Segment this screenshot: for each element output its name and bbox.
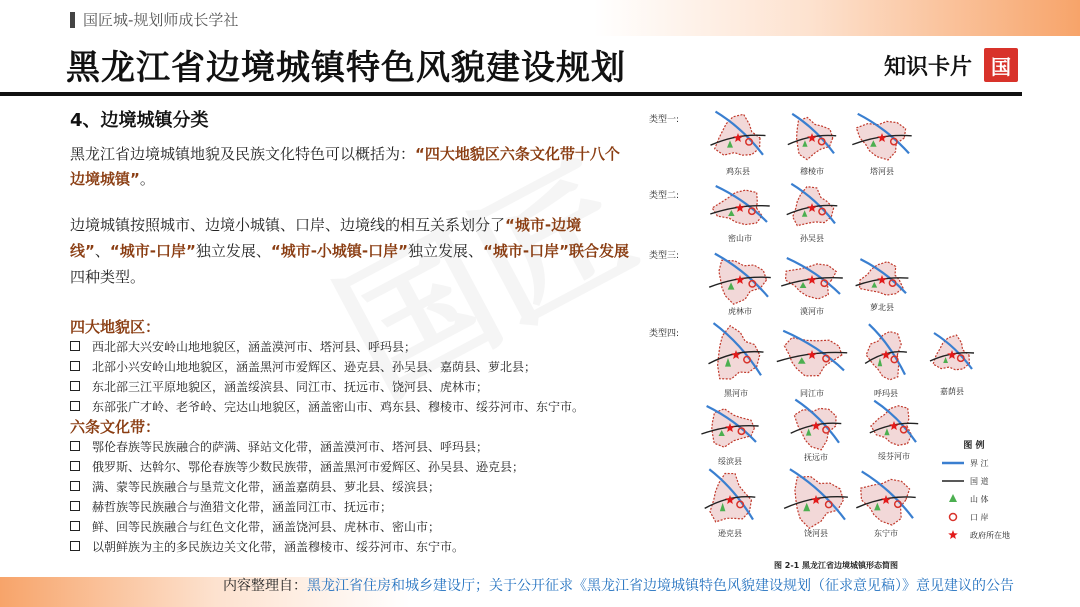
para-highlight-4: “城市-口岸”联合发展 (483, 242, 629, 260)
knowledge-card-badge (884, 48, 1018, 82)
checkbox-icon (70, 341, 80, 351)
checkbox-icon (70, 521, 80, 531)
legend-port-icon (950, 514, 957, 521)
legend-label: 政府所在地 (970, 531, 1010, 540)
list-item: 鲜、回等民族融合与红色文化带，涵盖饶河县、虎林市、密山市； (70, 516, 640, 536)
list-item: 东部张广才岭、老爷岭、完达山地貌区，涵盖密山市、鸡东县、穆棱市、绥芬河市、东宁市。 (70, 396, 640, 416)
type-label: 类型三: (648, 251, 680, 261)
town-label: 绥滨县 (718, 457, 742, 466)
town-label: 黑河市 (724, 389, 748, 398)
card-label: 知识卡片 (883, 54, 972, 80)
list-item: 北部小兴安岭山地地貌区，涵盖黑河市爱辉区、逊克县、孙吴县、嘉荫县、萝北县； (70, 356, 640, 376)
brand-text: 国匠城-规划师成长学社 (83, 11, 239, 29)
list-item: 以朝鲜族为主的多民族边关文化带，涵盖穆棱市、绥芬河市、东宁市。 (70, 536, 640, 556)
para-highlight-2: “城市-口岸” (109, 242, 196, 260)
logo-icon: 国 (984, 48, 1018, 82)
intro-paragraph (70, 142, 630, 192)
brand (70, 9, 238, 30)
page-title: 黑龙江省边境城镇特色风貌建设规划 (66, 48, 626, 88)
checkbox-icon (70, 441, 80, 451)
list-item: 西北部大兴安岭山地地貌区，涵盖漠河市、塔河县、呼玛县； (70, 336, 640, 356)
legend-label: 口 岸 (970, 513, 989, 522)
type-label: 类型二: (648, 191, 680, 201)
list-item: 满、蒙等民族融合与垦荒文化带，涵盖嘉荫县、萝北县、绥滨县； (70, 476, 640, 496)
town-label: 嘉荫县 (940, 387, 964, 396)
checkbox-icon (70, 381, 80, 391)
legend-label: 界 江 (970, 459, 989, 468)
section-heading: 4、边境城镇分类 (70, 110, 209, 131)
town-label: 抚远市 (804, 453, 828, 462)
town-label: 呼玛县 (874, 389, 898, 398)
checkbox-icon (70, 461, 80, 471)
town-label: 逊克县 (718, 529, 742, 538)
checkbox-icon (70, 541, 80, 551)
town-label: 虎林市 (728, 307, 752, 316)
classification-paragraph (70, 212, 635, 290)
type-label: 类型一: (648, 115, 680, 125)
town-outline (712, 409, 755, 448)
para-text-a: 边境城镇按照城市、边境小城镇、口岸、边境线的相互关系划分了 (70, 216, 506, 234)
town-label: 东宁市 (874, 529, 898, 538)
town-label: 绥芬河市 (878, 452, 910, 461)
para-text-d: 独立发展、 (408, 242, 484, 260)
border-town-form-diagram (646, 108, 1024, 578)
landforms-heading: 四大地貌区： (70, 318, 161, 336)
para-text-c: 独立发展、 (195, 242, 271, 260)
brand-bar-icon (70, 12, 75, 28)
town-label: 密山市 (728, 234, 752, 243)
town-label: 饶河县 (804, 529, 828, 538)
list-item: 鄂伦春族等民族融合的萨满、驿站文化带，涵盖漠河市、塔河县、呼玛县； (70, 436, 640, 456)
town-label: 孙吴县 (800, 234, 824, 243)
source-prefix: 内容整理自： (223, 578, 307, 594)
para-text-b: 、 (94, 242, 110, 260)
para-highlight-3: “城市-小城镇-口岸” (270, 242, 409, 260)
list-item: 赫哲族等民族融合与渔猎文化带，涵盖同江市、抚远市； (70, 496, 640, 516)
landforms-list (70, 336, 640, 416)
government-star-icon (948, 530, 958, 539)
source-note (223, 575, 1014, 595)
intro-highlight: “四大地貌区六条文化带十八个边境城镇” (70, 145, 620, 188)
legend-title: 图 例 (963, 441, 985, 451)
type-label: 类型四: (648, 329, 680, 339)
town-label: 塔河县 (870, 167, 894, 176)
intro-text: 黑龙江省边境城镇地貌及民族文化特色可以概括为： (70, 145, 416, 163)
intro-end: 。 (139, 170, 155, 188)
figure-caption: 图 2-1 黑龙江省边境城镇形态简图 (773, 561, 899, 570)
checkbox-icon (70, 361, 80, 371)
town-label: 漠河市 (800, 307, 824, 316)
town-label: 鸡东县 (726, 167, 750, 176)
checkbox-icon (70, 481, 80, 491)
list-item: 东北部三江平原地貌区，涵盖绥滨县、同江市、抚远市、饶河县、虎林市； (70, 376, 640, 396)
checkbox-icon (70, 401, 80, 411)
para-text-e: 四种类型。 (70, 268, 146, 286)
legend-label: 国 道 (970, 477, 989, 486)
source-link[interactable]: 黑龙江省住房和城乡建设厅；关于公开征求《黑龙江省边境城镇特色风貌建设规划（征求意见稿）》意见建议的公告 (307, 578, 1014, 594)
checkbox-icon (70, 501, 80, 511)
title-rule (0, 92, 1022, 96)
culture-heading: 六条文化带： (70, 418, 161, 436)
list-item: 俄罗斯、达斡尔、鄂伦春族等少数民族带，涵盖黑河市爱辉区、孙吴县、逊克县； (70, 456, 640, 476)
town-outline (797, 117, 833, 159)
town-label: 穆棱市 (800, 167, 824, 176)
town-label: 同江市 (800, 389, 824, 398)
para-highlight-1: “城市-边境线” (70, 216, 582, 260)
legend-label: 山 体 (970, 495, 989, 504)
legend-mountain-icon (949, 494, 957, 502)
town-label: 萝北县 (870, 303, 894, 312)
culture-list (70, 436, 640, 556)
